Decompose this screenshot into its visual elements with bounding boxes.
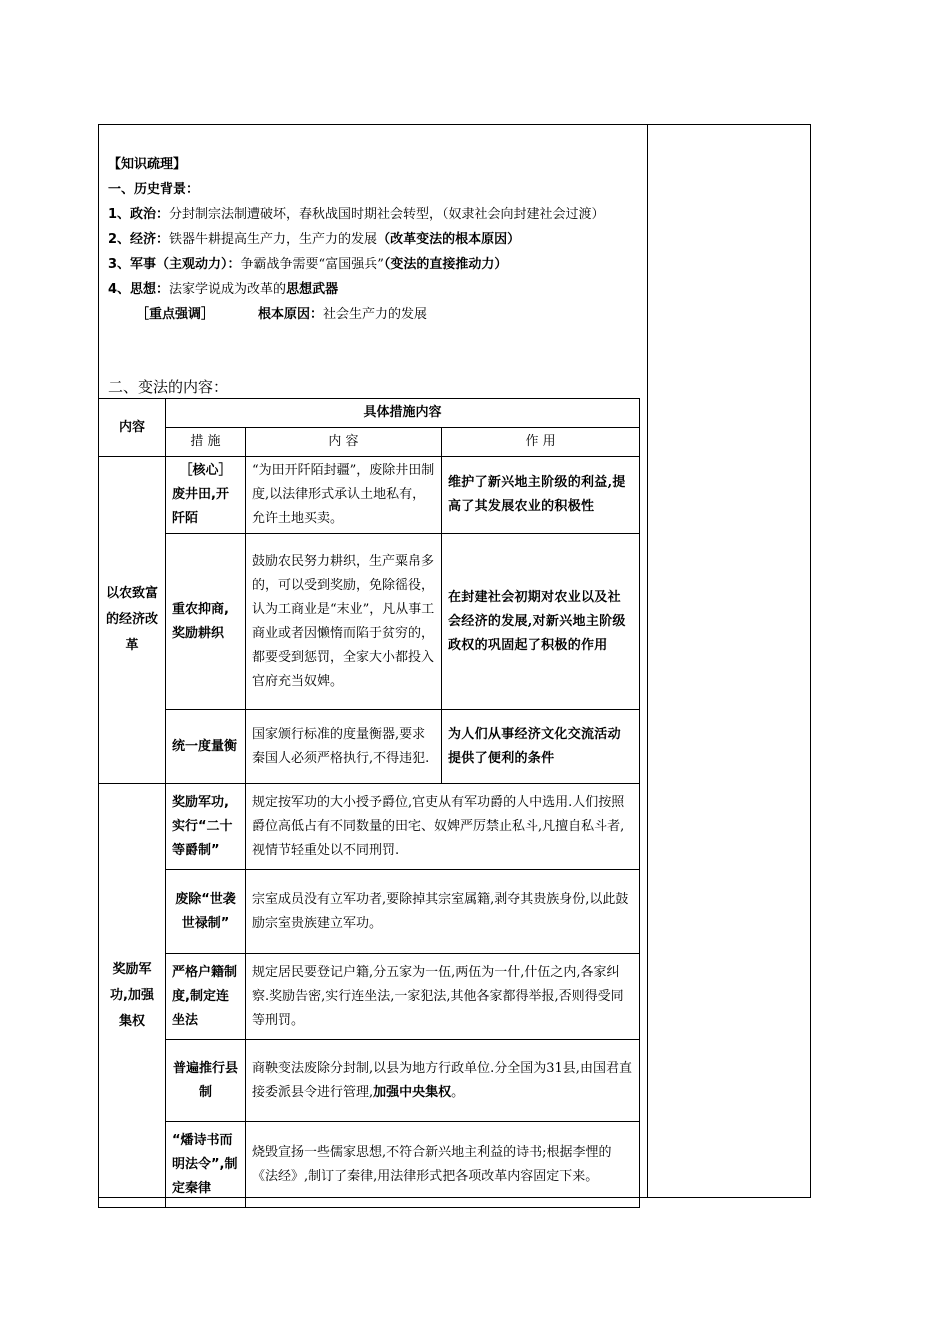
table-row <box>99 784 640 870</box>
measure-cell <box>166 457 246 534</box>
stress-label: 根本原因： <box>258 307 324 322</box>
table-row <box>99 1040 640 1122</box>
effect-cell: 在封建社会初期对农业以及社会经济的发展,对新兴地主阶级政权的巩固起了积极的作用 <box>442 534 640 710</box>
note-label: 2、经济： <box>108 232 170 247</box>
content-end: 。 <box>451 1084 465 1100</box>
note-label: 4、思想： <box>108 282 170 297</box>
table-row <box>99 457 640 534</box>
effect-cell: 为人们从事经济文化交流活动提供了便利的条件 <box>442 710 640 784</box>
note-emphasis: （变法的直接推动力） <box>383 257 508 272</box>
content-cell: 规定居民要登记户籍,分五家为一伍,两伍为一什,什伍之内,各家纠察.奖励告密,实行连坐法,一家犯法,其他各家都得举报,否则得受同等刑罚。 <box>246 954 640 1040</box>
effect-cell: 维护了新兴地主阶级的利益,提高了其发展农业的积极性 <box>442 457 640 534</box>
measure-cell: 废除“世袭世禄制” <box>166 870 246 954</box>
measure-cell: 重农抑商,奖励耕织 <box>166 534 246 710</box>
content-cell: 国家颁行标准的度量衡器,要求秦国人必须严格执行,不得违犯. <box>246 710 442 784</box>
measure-cell: 普遍推行县制 <box>166 1040 246 1122</box>
table-row <box>99 870 640 954</box>
measure-cell: 奖励军功,实行“二十等爵制” <box>166 784 246 870</box>
note-label: 3、军事（主观动力）： <box>108 257 241 272</box>
header-content: 内容 <box>99 399 166 457</box>
table-row <box>99 954 640 1040</box>
header-measure: 措 施 <box>166 428 246 457</box>
measure-cell: 统一度量衡 <box>166 710 246 784</box>
measure-cell: 严格户籍制度,制定连坐法 <box>166 954 246 1040</box>
note-military <box>108 252 642 277</box>
note-economy <box>108 227 642 252</box>
table-row <box>99 710 640 784</box>
content-cell <box>246 1040 640 1122</box>
note-emphasis: 思想武器 <box>286 282 339 297</box>
header-detail: 具体措施内容 <box>166 399 640 428</box>
table-subheader-row <box>99 428 640 457</box>
stress-note <box>108 302 642 327</box>
note-label: 1、政治： <box>108 207 170 222</box>
content-cell: 宗室成员没有立军功者,要除掉其宗室属籍,剥夺其贵族身份,以此鼓励宗室贵族建立军功。 <box>246 870 640 954</box>
table-header-row <box>99 399 640 428</box>
notes-heading: 【知识疏理】 <box>108 157 187 172</box>
header-effect: 作 用 <box>442 428 640 457</box>
note-politics <box>108 202 642 227</box>
note-text: 法家学说成为改革的 <box>169 282 287 297</box>
group-military: 奖励军功,加强集权 <box>99 784 166 1208</box>
content-emphasis: 加强中央集权 <box>373 1084 452 1100</box>
content-text: 商鞅变法废除分封制,以县为地方行政单位.分全国为31县,由国君直接委派县令进行管理, <box>252 1060 632 1100</box>
measure-cell: “燔诗书而明法令”,制定秦律 <box>166 1122 246 1208</box>
content-cell: 烧毁宣扬一些儒家思想,不符合新兴地主利益的诗书;根据李悝的《法经》,制订了秦律,用法律形式把各项改革内容固定下来。 <box>246 1122 640 1208</box>
header-inner: 内 容 <box>246 428 442 457</box>
table-row <box>99 1122 640 1208</box>
note-text: 铁器牛耕提高生产力，生产力的发展 <box>169 232 378 247</box>
note-text: 分封制宗法制遭破坏，春秋战国时期社会转型，（奴隶社会向封建社会过渡） <box>169 207 605 222</box>
group-economic: 以农致富的经济改革 <box>99 457 166 784</box>
stress-tag: ［重点强调］ <box>136 307 215 322</box>
note-thought <box>108 277 642 302</box>
table-row <box>99 534 640 710</box>
section1-title: 一、历史背景： <box>108 182 200 197</box>
measure-label: 废井田,开阡陌 <box>172 487 229 526</box>
measure-tag: ［核心］ <box>179 463 232 478</box>
content-cell: 鼓励农民努力耕织，生产粟帛多的，可以受到奖励，免除徭役，认为工商业是“末业”，凡从事工商业或者因懒惰而陷于贫穷的，都要受到惩罚，全家大小都投入官府充当奴婢。 <box>246 534 442 710</box>
reform-content-table <box>98 398 640 1208</box>
note-emphasis: （改革变法的根本原因） <box>377 232 521 247</box>
note-text: 争霸战争需要“富国强兵” <box>240 257 384 272</box>
section2-title: 二、变法的内容： <box>108 378 229 396</box>
stress-text: 社会生产力的发展 <box>323 307 428 322</box>
content-cell: “为田开阡陌封疆”，废除井田制度,以法律形式承认土地私有，允许土地买卖。 <box>246 457 442 534</box>
knowledge-notes <box>108 152 642 327</box>
content-cell: 规定按军功的大小授予爵位,官吏从有军功爵的人中选用.人们按照爵位高低占有不同数量的田宅、奴婢严厉禁止私斗,凡擅自私斗者,视情节轻重处以不同刑罚. <box>246 784 640 870</box>
outer-column-divider <box>647 124 648 1198</box>
